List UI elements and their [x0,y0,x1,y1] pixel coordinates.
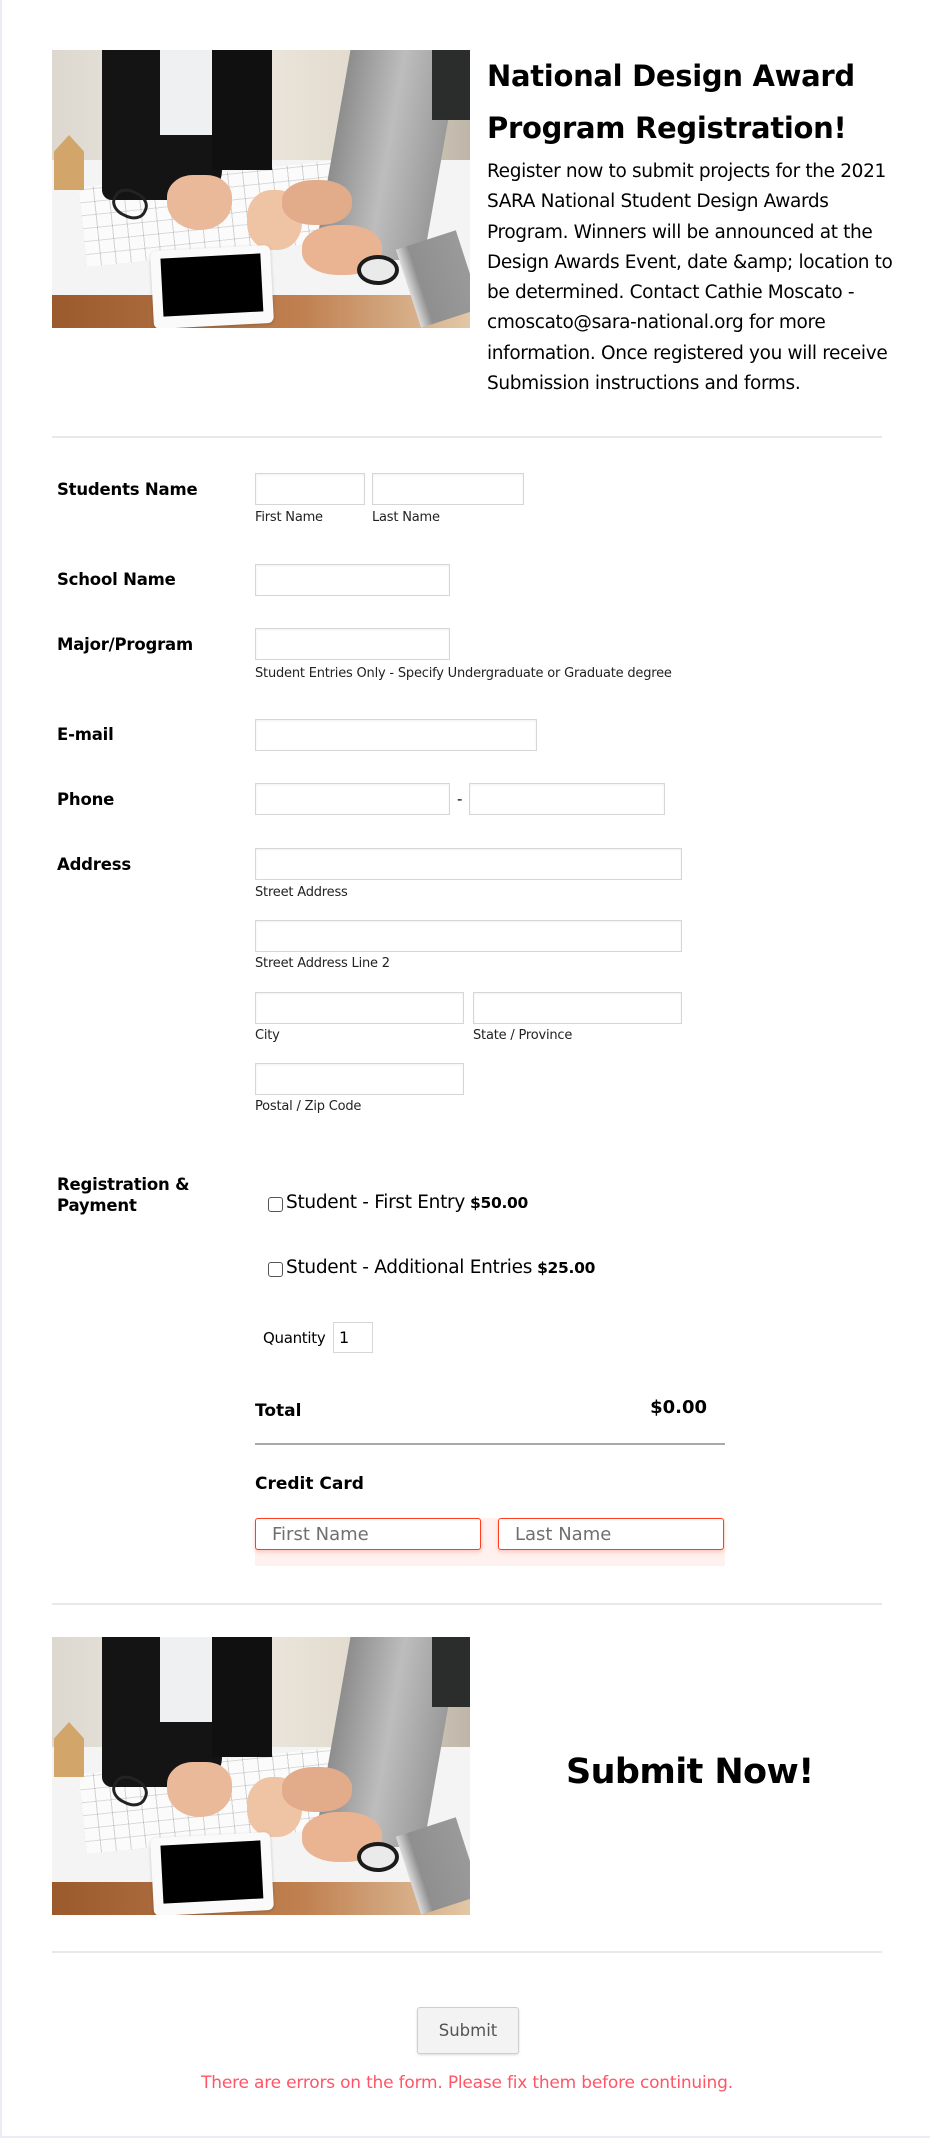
product-option-first-entry[interactable] [268,1192,528,1213]
quantity-label: Quantity [263,1329,326,1347]
divider [52,1603,882,1605]
product-name: Student - First Entry [286,1192,465,1213]
last-name-input[interactable] [372,473,524,505]
street-address-sublabel: Street Address [255,885,348,900]
phone-label: Phone [57,790,115,809]
submit-now-heading: Submit Now! [566,1752,814,1792]
total-label: Total [255,1401,302,1421]
postal-code-sublabel: Postal / Zip Code [255,1099,362,1114]
cc-first-name-input[interactable] [255,1518,481,1550]
cc-last-name-input[interactable] [498,1518,724,1550]
phone-area-code-input[interactable] [255,783,450,815]
checkbox-additional-entries[interactable] [268,1262,283,1277]
form-error-message: There are errors on the form. Please fix them before continuing. [201,2073,733,2093]
state-province-sublabel: State / Province [473,1028,573,1043]
intro-text: Register now to submit projects for the 2021 SARA National Student Design Awards Program. Winners will be announced at the Design Awards Event, date &amp; location to be determined. Contact Cathie Moscato - cmoscato@sara-national.org for more information. Once registered you will receive Submission instructions and forms. [487,161,893,395]
divider [52,1951,882,1953]
street-address-line2-sublabel: Street Address Line 2 [255,956,390,971]
first-name-sublabel: First Name [255,510,323,525]
product-name: Student - Additional Entries [286,1257,533,1278]
address-label: Address [57,855,131,874]
street-address-line2-input[interactable] [255,920,682,952]
email-input[interactable] [255,719,537,751]
students-name-label: Students Name [57,480,198,499]
major-program-label: Major/Program [57,635,193,654]
city-sublabel: City [255,1028,280,1043]
product-price: $25.00 [537,1258,596,1277]
quantity-input[interactable] [333,1322,373,1353]
city-input[interactable] [255,992,464,1024]
total-divider [255,1443,725,1445]
divider [52,436,882,438]
phone-number-input[interactable] [469,783,665,815]
major-program-sublabel: Student Entries Only - Specify Undergraduate or Graduate degree [255,666,672,681]
title-line-1: National Design Award [487,59,855,93]
checkbox-first-entry[interactable] [268,1197,283,1212]
total-value: $0.00 [650,1397,707,1418]
first-name-input[interactable] [255,473,365,505]
state-province-input[interactable] [473,992,682,1024]
footer-image [52,1637,470,1915]
credit-card-label: Credit Card [255,1474,364,1494]
product-price: $50.00 [470,1193,529,1212]
email-label: E-mail [57,725,114,744]
postal-code-input[interactable] [255,1063,464,1095]
school-name-label: School Name [57,570,176,589]
street-address-input[interactable] [255,848,682,880]
submit-button[interactable]: Submit [417,2007,519,2054]
product-option-additional-entries[interactable] [268,1257,595,1278]
major-program-input[interactable] [255,628,450,660]
title-line-2: Program Registration! [487,111,847,145]
phone-separator: - [457,790,463,808]
page-title [487,50,897,154]
last-name-sublabel: Last Name [372,510,440,525]
school-name-input[interactable] [255,564,450,596]
header-image [52,50,470,328]
registration-payment-label: Registration & Payment [57,1175,190,1215]
